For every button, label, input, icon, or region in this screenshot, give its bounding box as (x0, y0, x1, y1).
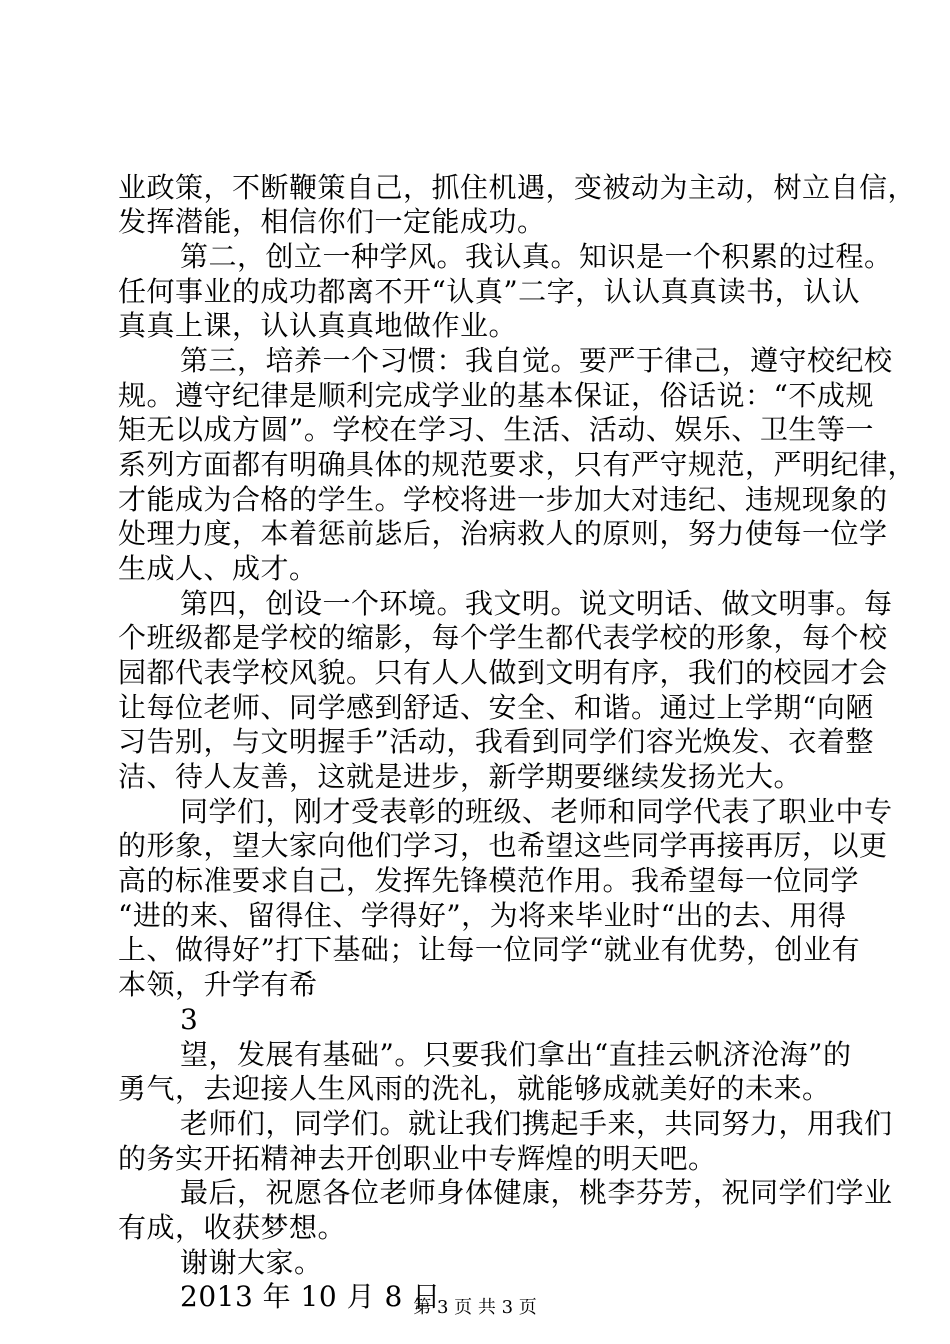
text-line: 矩无以成方圆”。学校在学习、生活、活动、娱乐、卫生等一 (118, 413, 874, 446)
text-line: 高的标准要求自己，发挥先锋模范作用。我希望每一位同学 (118, 864, 860, 897)
text-line: 的形象，望大家向他们学习，也希望这些同学再接再厉，以更 (118, 829, 888, 862)
text-line: 勇气，去迎接人生风雨的洗礼，就能够成就美好的未来。 (118, 1072, 831, 1105)
page-number-inline: 3 (180, 1003, 199, 1036)
text-line: 生成人、成才。 (118, 552, 318, 585)
text-line: 发挥潜能，相信你们一定能成功。 (118, 205, 546, 238)
date-line: 2013 年 10 月 8 日 (180, 1280, 441, 1313)
text-line: 第二，创立一种学风。我认真。知识是一个积累的过程。 (180, 240, 893, 273)
text-line: 谢谢大家。 (180, 1246, 323, 1279)
text-line: 才能成为合格的学生。学校将进一步加大对违纪、违规现象的 (118, 483, 888, 516)
text-line: “进的来、留得住、学得好”，为将来毕业时“出的去、用得 (118, 899, 847, 932)
text-line: 处理力度，本着惩前毖后，治病救人的原则，努力使每一位学 (118, 517, 888, 550)
text-line: 同学们，刚才受表彰的班级、老师和同学代表了职业中专 (180, 795, 893, 828)
text-line: 业政策，不断鞭策自己，抓住机遇，变被动为主动，树立自信， (118, 171, 917, 204)
text-line: 让每位老师、同学感到舒适、安全、和谐。通过上学期“向陋 (118, 691, 874, 724)
page-footer: 第 3 页 共 3 页 (413, 1297, 537, 1318)
text-line: 个班级都是学校的缩影，每个学生都代表学校的形象，每个校 (118, 621, 888, 654)
text-line: 上、做得好”打下基础；让每一位同学“就业有优势，创业有 (118, 933, 861, 966)
text-line: 第三，培养一个习惯：我自觉。要严于律己，遵守校纪校 (180, 344, 893, 377)
text-line: 的务实开拓精神去开创职业中专辉煌的明天吧。 (118, 1142, 717, 1175)
text-line: 系列方面都有明确具体的规范要求，只有严守规范，严明纪律， (118, 448, 917, 481)
text-line: 真真上课，认认真真地做作业。 (118, 309, 518, 342)
text-line: 园都代表学校风貌。只有人人做到文明有序，我们的校园才会 (118, 656, 888, 689)
text-line: 习告别，与文明握手”活动，我看到同学们容光焕发、衣着整 (118, 725, 874, 758)
text-line: 老师们，同学们。就让我们携起手来，共同努力，用我们 (180, 1107, 893, 1140)
text-line: 第四，创设一个环境。我文明。说文明话、做文明事。每 (180, 587, 893, 620)
text-line: 规。遵守纪律是顺利完成学业的基本保证，俗话说：“不成规 (118, 379, 874, 412)
text-line: 洁、待人友善，这就是进步，新学期要继续发扬光大。 (118, 760, 803, 793)
text-line: 有成，收获梦想。 (118, 1211, 347, 1244)
text-line: 最后，祝愿各位老师身体健康，桃李芬芳，祝同学们学业 (180, 1176, 893, 1209)
text-line: 本领，升学有希 (118, 968, 318, 1001)
text-line: 望，发展有基础”。只要我们拿出“直挂云帆济沧海”的 (180, 1038, 852, 1071)
text-line: 任何事业的成功都离不开“认真”二字，认认真真读书，认认 (118, 275, 861, 308)
